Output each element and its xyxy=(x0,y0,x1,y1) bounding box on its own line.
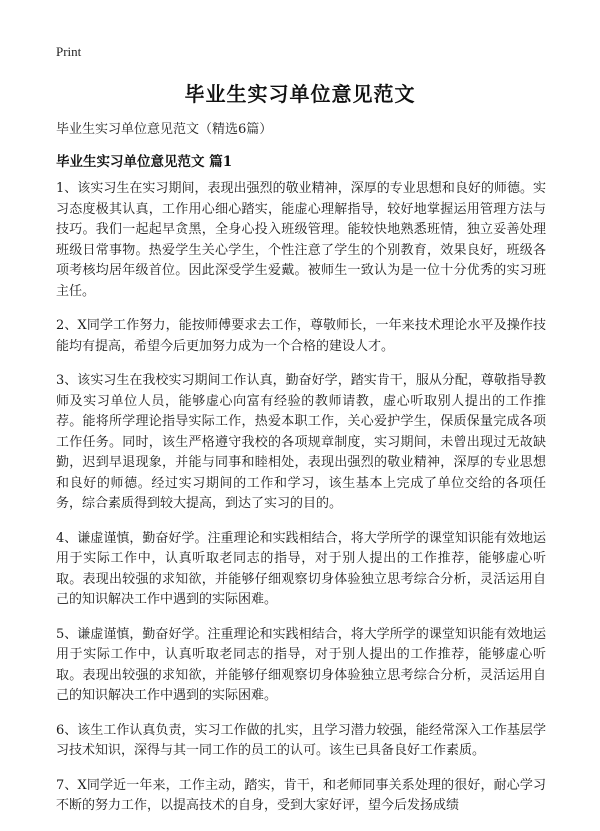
body-text xyxy=(56,179,546,831)
section-heading: 毕业生实习单位意见范文 篇1 xyxy=(56,154,233,170)
paragraph-2: 2、X同学工作努力，能按师傅要求去工作，尊敬师长，一年来技术理论水平及操作技能均有提高，希望今后更加努力成为一个合格的建设人才。 xyxy=(56,318,546,354)
paragraph-5: 5、谦虚谨慎，勤奋好学。注重理论和实践相结合，将大学所学的课堂知识能有效地运用于实际工作中，认真听取老同志的指导，对于别人提出的工作推荐，能够虚心听取。表现出较强的求知欲，并能够仔细观察切身体验独立思考综合分析，灵活运用自己的知识解决工作中遇到的实际困难。 xyxy=(56,626,546,703)
paragraph-3: 3、该实习生在我校实习期间工作认真，勤奋好学，踏实肯干，服从分配，尊敬指导教师及实习单位人员，能够虚心向富有经验的教师请教，虚心听取别人提出的工作推荐。能将所学理论指导实际工作，热爱本职工作，关心爱护学生，保质保量完成各项工作任务。同时，该生严格遵守我校的各项规章制度，实习期间，未曾出现过无故缺勤，迟到早退现象，并能与同事和睦相处，表现出强烈的敬业精神，深厚的专业思想和良好的师德。经过实习期间的工作和学习，该生基本上完成了单位交给的各项任务，综合素质得到较大提高，到达了实习的目的。 xyxy=(56,373,546,511)
document-subtitle: 毕业生实习单位意见范文（精选6篇） xyxy=(56,122,273,137)
paragraph-1: 1、该实习生在实习期间，表现出强烈的敬业精神，深厚的专业思想和良好的师德。实习态度极其认真，工作用心细心踏实，能虚心理解指导，较好地掌握运用管理方法与技巧。我们一起起早贪黑，全身心投入班级管理。能较快地熟悉班情，独立妥善处理班级日常事物。热爱学生关心学生，个性注意了学生的个别教育，效果良好，班级各项考核均居年级首位。因此深受学生爱戴。被师生一致认为是一位十分优秀的实习班主任。 xyxy=(56,181,546,299)
print-link[interactable]: Print xyxy=(56,44,82,59)
document-title: 毕业生实习单位意见范文 xyxy=(184,82,416,106)
paragraph-6: 6、该生工作认真负责，实习工作做的扎实，且学习潜力较强，能经常深入工作基层学习技术知识，深得与其一同工作的员工的认可。该生已具备良好工作素质。 xyxy=(56,722,546,758)
paragraph-4: 4、谦虚谨慎，勤奋好学。注重理论和实践相结合，将大学所学的课堂知识能有效地运用于实际工作中，认真听取老同志的指导，对于别人提出的工作推荐，能够虚心听取。表现出较强的求知欲，并能够仔细观察切身体验独立思考综合分析，灵活运用自己的知识解决工作中遇到的实际困难。 xyxy=(56,530,546,607)
paragraph-7: 7、X同学近一年来，工作主动，踏实，肯干，和老师同事关系处理的很好，耐心学习不断的努力工作，以提高技术的自身，受到大家好评，望今后发扬成绩 xyxy=(56,777,546,813)
